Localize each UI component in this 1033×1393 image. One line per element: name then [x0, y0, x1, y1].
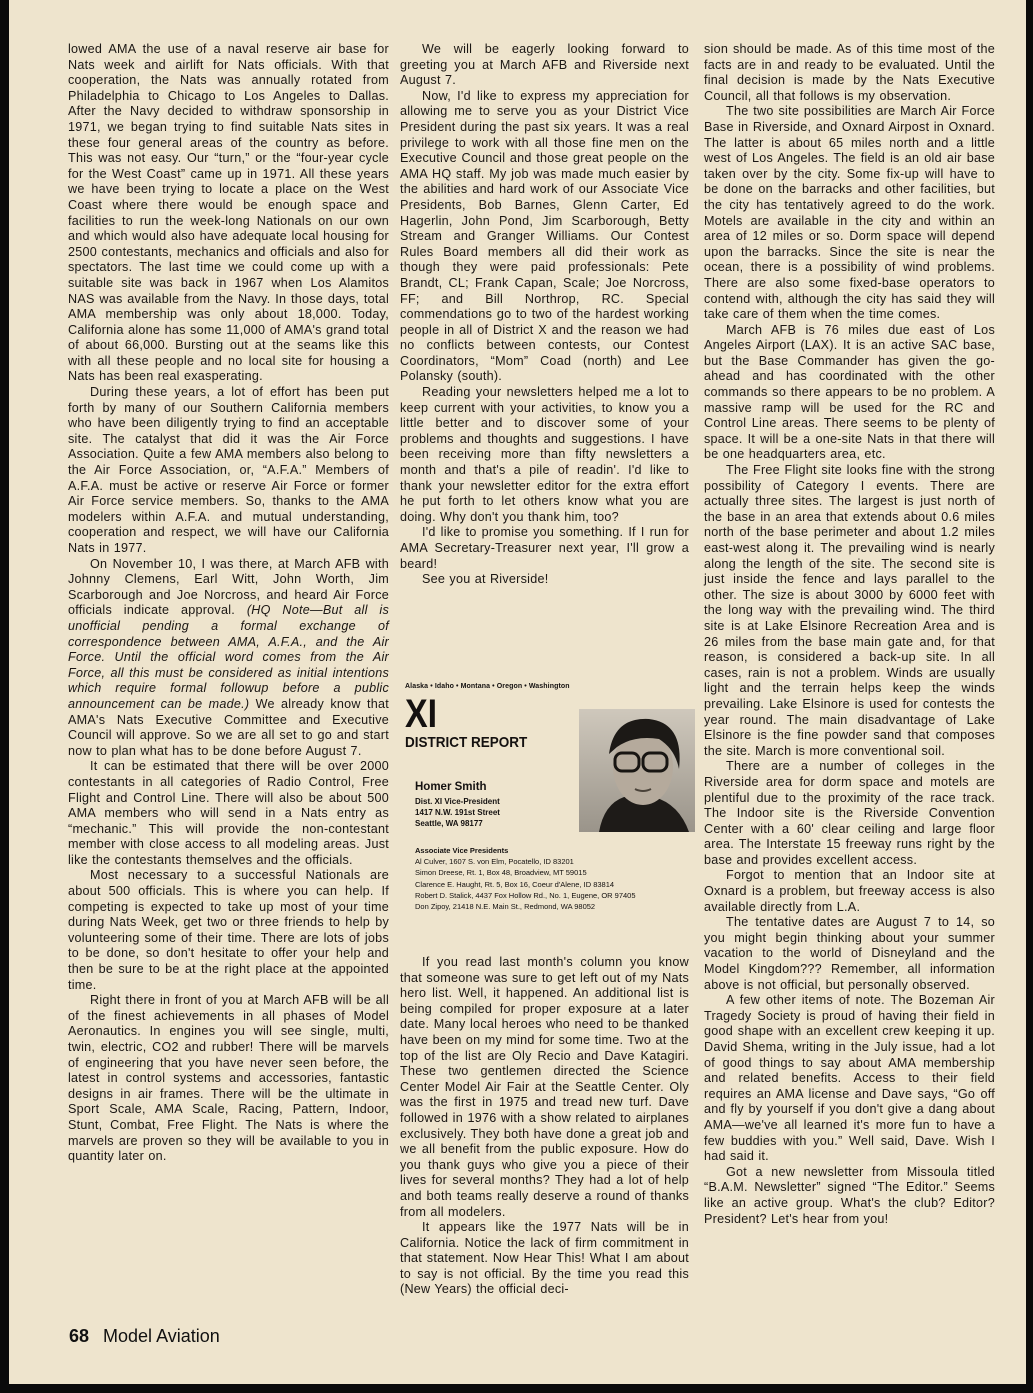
paragraph: Most necessary to a successful Nationals are about 500 officials. This is where you can help. If competing is expected to take up most of your time during Nats Week, get two or three friends to help by volunteering some of their time. There are lots of jobs to be done, so don't hesitate to offer your help and then be sure to be at the right place at the appointed time.	[68, 868, 389, 992]
avp-entry: Don Zipoy, 21418 N.E. Main St., Redmond, WA 98052	[415, 902, 596, 912]
vice-president-address	[415, 796, 500, 829]
paragraph: Got a new newsletter from Missoula titled “B.A.M. Newsletter” signed “The Editor.” Seems like an active group. What's the club? Editor? President? Let's hear from you!	[704, 1164, 995, 1226]
paragraph: Reading your newsletters helped me a lot to keep current with your activities, to know you a little better and to discover some of your problems and thoughts and suggestions. I have been receiving more than fifty newsletters a month and that's a pile of readin'. I'd like to thank your newsletter editor for the extra effort he put forth to let others know what you are doing. Why don't you thank him, too?	[400, 385, 689, 524]
avp-entry: Al Culver, 1607 S. von Elm, Pocatello, ID 83201	[415, 857, 574, 867]
avp-entry: Robert D. Stalick, 4437 Fox Hollow Rd., No. 1, Eugene, OR 97405	[415, 890, 636, 900]
district-number: XI	[405, 692, 438, 736]
paragraph: The Free Flight site looks fine with the strong possibility of Category I events. There are actually three sites. The largest is just north of the base in an area that extends about 0.6 miles north of the base perimeter and about 1.2 miles east-west along it. The prevailing wind is nearly along the length of the site. The second site is just inside the fence and lays parallel to the other. The size is about 3000 by 6000 feet with the long way with the prevailing wind. The third site is at Lake Elsinore Recreation Area and is 26 miles from the base main gate and, for that reason, is considered a back-up site. In all cases, rain is not a problem. Winds are usually light and the terrain helps keep the winds prevailing. Lake Elsinore is used for contests the year round. The main disadvantage of Lake Elsinore is the fine powder sand that composes the site. March is more conventional soil.	[704, 463, 995, 758]
paragraph: March AFB is 76 miles due east of Los Angeles Airport (LAX). It is an active SAC base, but the Base Commander has given the go-ahead and has coordinated with the other commands so there appears to be no problem. A massive ramp will be used for the RC and Control Line areas. There seems to be plenty of space. It will be a one-site Nats in that there will be one headquarters area, etc.	[704, 322, 995, 462]
page-number: 68	[69, 1326, 90, 1346]
vp-title: Dist. XI Vice-President	[415, 797, 500, 806]
paragraph: A few other items of note. The Bozeman Air Tragedy Society is proud of having their field in good shape with an excellent crew keeping it up. David Shema, writing in the July issue, had a lot of good things to say about AMA membership and related benefits. Access to their field requires an AMA license and Dave says, “Go off and fly by yourself if you don't give a dang about AMA—we've all learned it's more fun to have a few buddies with you.” Well said, Dave. Wish I had said it.	[704, 993, 995, 1164]
magazine-page	[9, 0, 1026, 1384]
vp-city: Seattle, WA 98177	[415, 819, 483, 828]
avp-heading: Associate Vice Presidents	[415, 846, 509, 855]
paragraph: It appears like the 1977 Nats will be in California. Notice the lack of firm commitment in that statement. Now Hear This! What I am about to say is not official. By the time you read this (New Years) the official deci-	[400, 1220, 689, 1297]
paragraph: Now, I'd like to express my appreciation for allowing me to serve you as your District Vice President during the past six years. It was a real privilege to work with all those fine men on the Executive Council and those great people on the AMA HQ staff. My job was made much easier by the abilities and hard work of our Associate Vice Presidents, Bob Barnes, Glenn Carter, Ed Hagerlin, John Pond, Jim Scarborough, Betty Stream and Granger Williams. Our Contest Rules Board members all did their work as though they were paid professionals: Pete Brandt, CL; Frank Capan, Scale; Joe Norcross, FF; and Bill Northrop, RC. Special commendations go to two of the hardest working people in all of District X and the reason we had no conflicts between contests, our Contest Coordinators, “Mom” Coad (north) and Lee Polansky (south).	[400, 88, 689, 384]
page-footer	[69, 1326, 220, 1347]
column-3	[704, 42, 995, 1227]
associate-vice-presidents	[415, 845, 705, 912]
column-2-bottom	[400, 955, 689, 1298]
paragraph: Forgot to mention that an Indoor site at Oxnard is a problem, but freeway access is also available directly from L.A.	[704, 868, 995, 914]
paragraph: Right there in front of you at March AFB will be all of the finest achievements in all phases of Model Aeronautics. In engines you will see single, multi, twin, electric, CO2 and rubber! There will be marvels of engineering that you have never seen before, the latest in control systems and accessories, fantastic designs in air frames. There will be the ultimate in Sport Scale, AMA Scale, Racing, Pattern, Indoor, Stunt, Combat, Free Flight. The Nats is where the marvels are proven so they will be available to you in quantity later on.	[68, 993, 389, 1164]
paragraph: The two site possibilities are March Air Force Base in Riverside, and Oxnard Airpost in Oxnard. The latter is about 65 miles north and a little west of Los Angeles. The field is an old air base taken over by the city. Some fix-up will have to be done on the barracks and other facilities, but the city has tentatively agreed to do the work. Motels are available in the city and within an area of 12 miles or so. Dorm space will depend upon the barracks. Since the site is near the ocean, there is a possibility of wind problems. There are also some fixed-base operators to contend with, although the city has said they will take care of them when the time comes.	[704, 104, 995, 322]
paragraph	[68, 557, 389, 760]
district-report-box	[405, 683, 695, 943]
avp-entry: Simon Dreese, Rt. 1, Box 48, Broadview, MT 59015	[415, 868, 587, 878]
paragraph: There are a number of colleges in the Riverside area for dorm space and motels are plentiful due to the proximity of the race track. The Indoor site is the Riverside Convention Center with a 60' clear ceiling and large floor area. The Interstate 15 freeway runs right by the base and provides excellent access.	[704, 759, 995, 867]
paragraph: lowed AMA the use of a naval reserve air base for Nats week and airlift for Nats officials. With that cooperation, the Nats was annually rotated from Philadelphia to Chicago to Los Angeles to Dallas. After the Navy decided to withdraw sponsorship in 1971, we began trying to find suitable Nats sites in these four general areas of the country as before. This was not easy. Our “turn,” or the “four-year cycle for the West Coast” came up in 1971. All these years we have been trying to locate a place on the West Coast where there would be enough space and facilities to run the week-long Nationals on our own and which would also have adequate local housing for 2500 contestants, mechanics and officials and also for spectators. The last time we could come up with a suitable site was back in 1967 when Los Alamitos NAS was available from the Navy. In those days, total AMA membership was only about 18,000. Today, California alone has some 11,000 of AMA's grand total of about 66,000. Bursting out at the seams like this with all these people and no local site for housing a Nats has been real exasperating.	[68, 42, 389, 384]
paragraph: It can be estimated that there will be over 2000 contestants in all categories of Radio Control, Free Flight and Control Line. There will also be about 500 AMA members who will send in a Nats entry as “mechanic.” This will provide the non-contestant member with close access to all modeling areas. Just like the contestants themselves and the officials.	[68, 759, 389, 867]
paragraph: During these years, a lot of effort has been put forth by many of our Southern California members who have been diligently trying to find an acceptable site. The catalyst that did it was the Air Force Association. Quite a few AMA members also belong to the Air Force Association, or, “A.F.A.” Members of A.F.A. must be active or reserve Air Force or former Air Force service members. So, thanks to the AMA modelers within A.F.A. and mutual understanding, cooperation and respect, we will have our California Nats in 1977.	[68, 385, 389, 555]
paragraph: We will be eagerly looking forward to greeting you at March AFB and Riverside next August 7.	[400, 42, 689, 88]
paragraph: The tentative dates are August 7 to 14, so you might begin thinking about your summer vacation to the world of Disneyland and the Model Kingdom??? Remember, all information above is not official, but personally observed.	[704, 915, 995, 992]
vice-president-name: Homer Smith	[415, 781, 487, 793]
paragraph: See you at Riverside!	[422, 572, 549, 587]
text-span: On November 10, I was there, at March AFB with Johnny Clemens, Earl Witt, John Worth, Jim Scarborough and Joe Norcross, and heard Air Force officials indicate approval.	[68, 556, 389, 618]
magazine-name: Model Aviation	[103, 1326, 220, 1346]
district-report-title: DISTRICT REPORT	[405, 734, 528, 751]
district-states: Alaska • Idaho • Montana • Oregon • Washington	[405, 683, 570, 690]
hq-note: (HQ Note—But all is unofficial pending a formal exchange of correspondence between AMA, A.F.A., and the Air Force. Until the official word comes from the Air Force, all this must be considered as initial intentions which require formal followup before a public announcement can be made.)	[68, 603, 390, 711]
paragraph: sion should be made. As of this time most of the facts are in and ready to be evaluated. Until the final decision is made by the Nats Executive Council, all that follows is my observation.	[704, 42, 995, 103]
paragraph: If you read last month's column you know that someone was sure to get left out of my Nats hero list. Well, it happened. An additional list is being compiled for proper exposure at a later date. Many local heroes who need to be thanked have been on my mind for some time. Two at the top of the list are Oly Recio and Dave Katagiri. These two gentlemen directed the Science Center Model Air Fair at the Seattle Center. Oly was the first in 1975 and tread new turf. Dave followed in 1976 with a show related to airplanes exclusively. They both have done a great job and we all benefit from the public exposure. How do you thank guys who give you a piece of their lives for several months? They had a lot of help and both teams really deserve a round of thanks from all modelers.	[400, 955, 689, 1219]
column-1	[68, 42, 389, 1165]
text-span: We already know that AMA's Nats Executive Committee and Executive Council will approve. So we are all set to go and start now to plan what has to be done before August 7.	[68, 696, 389, 758]
vice-president-photo	[579, 709, 695, 832]
avp-entry: Clarence E. Haught, Rt. 5, Box 16, Coeur d'Alene, ID 83814	[415, 879, 615, 889]
column-2-top	[400, 42, 689, 588]
paragraph: I'd like to promise you something. If I run for AMA Secretary-Treasurer next year, I'll grow a beard!	[400, 525, 689, 571]
vp-street: 1417 N.W. 191st Street	[415, 808, 500, 817]
